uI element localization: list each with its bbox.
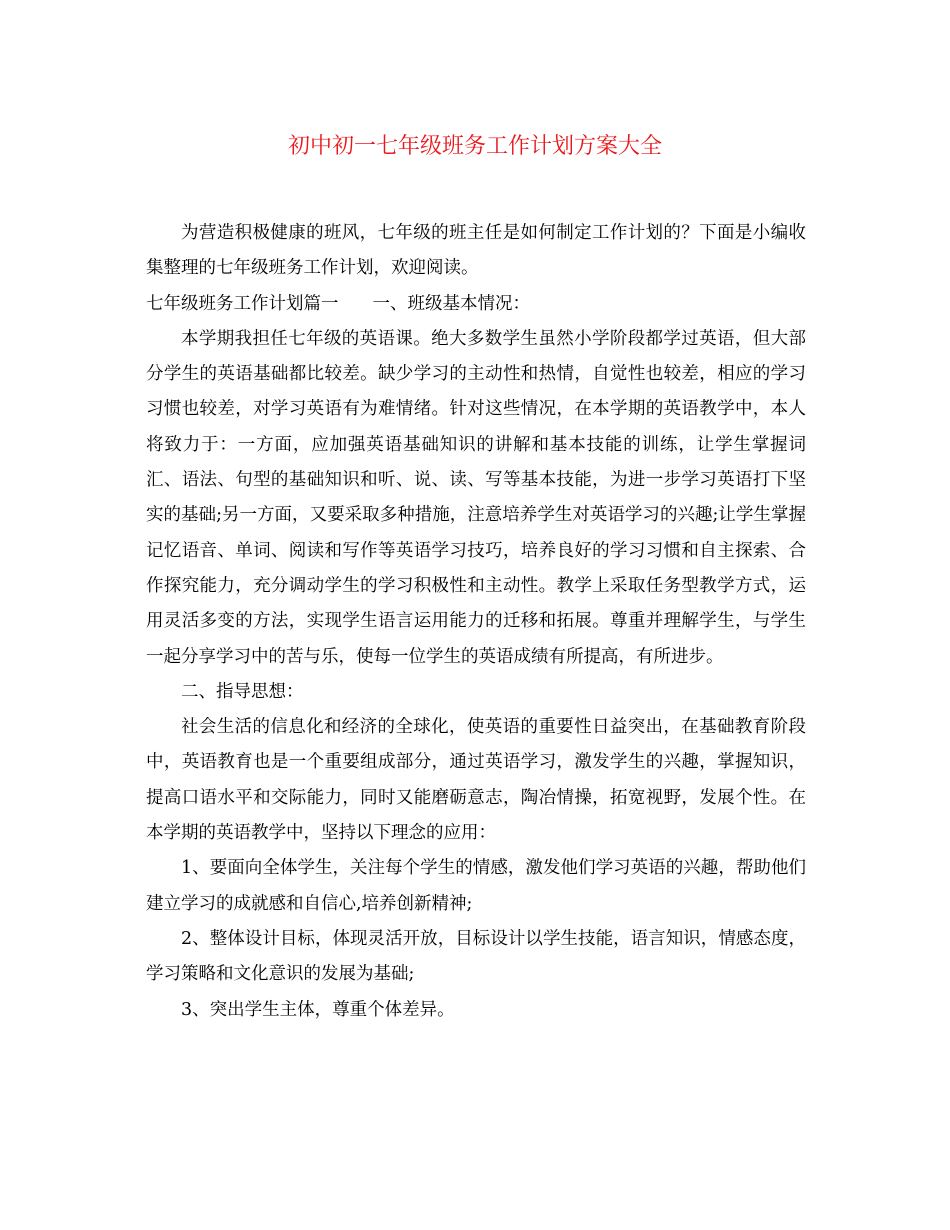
intro-paragraph: 为营造积极健康的班风，七年级的班主任是如何制定工作计划的？下面是小编收集整理的七年级班务工作计划，欢迎阅读。 (146, 223, 806, 279)
heading-guiding-ideas: 二、指导思想： (181, 681, 304, 702)
list-item-2: 2、整体设计目标，体现灵活开放，目标设计以学生技能，语言知识，情感态度，学习策略和文化意识的发展为基础; (146, 928, 806, 985)
section-line (146, 287, 806, 322)
document-body (146, 216, 806, 1028)
list-item-3: 3、突出学生主体，尊重个体差异。 (181, 999, 455, 1020)
section-heading: 一、班级基本情况： (372, 293, 530, 314)
paragraph-class-situation: 本学期我担任七年级的英语课。绝大多数学生虽然小学阶段都学过英语，但大部分学生的英语基础都比较差。缺少学习的主动性和热情，自觉性也较差，相应的学习习惯也较差，对学习英语有为难情绪。针对这些情况，在本学期的英语教学中，本人将致力于：一方面，应加强英语基础知识的讲解和基本技能的训练，让学生掌握词汇、语法、句型的基础知识和听、说、读、写等基本技能，为进一步学习英语打下坚实的基础;另一方面，又要采取多种措施，注意培养学生对英语学习的兴趣;让学生掌握记忆语音、单词、阅读和写作等英语学习技巧，培养良好的学习习惯和自主探索、合作探究能力，充分调动学生的学习积极性和主动性。教学上采取任务型教学方式，运用灵活多变的方法，实现学生语言运用能力的迁移和拓展。尊重并理解学生，与学生一起分享学习中的苦与乐，使每一位学生的英语成绩有所提高，有所进步。 (146, 328, 806, 667)
document-title: 初中初一七年级班务工作计划方案大全 (287, 134, 662, 159)
section-part-label: 七年级班务工作计划篇一 (146, 293, 339, 314)
paragraph-guiding-ideas: 社会生活的信息化和经济的全球化，使英语的重要性日益突出，在基础教育阶段中，英语教育也是一个重要组成部分，通过英语学习，激发学生的兴趣，掌握知识，提高口语水平和交际能力，同时又能磨砺意志，陶冶情操，拓宽视野，发展个性。在本学期的英语教学中，坚持以下理念的应用： (146, 717, 806, 844)
list-item-1: 1、要面向全体学生，关注每个学生的情感，激发他们学习英语的兴趣，帮助他们建立学习的成就感和自信心,培养创新精神; (146, 858, 806, 914)
